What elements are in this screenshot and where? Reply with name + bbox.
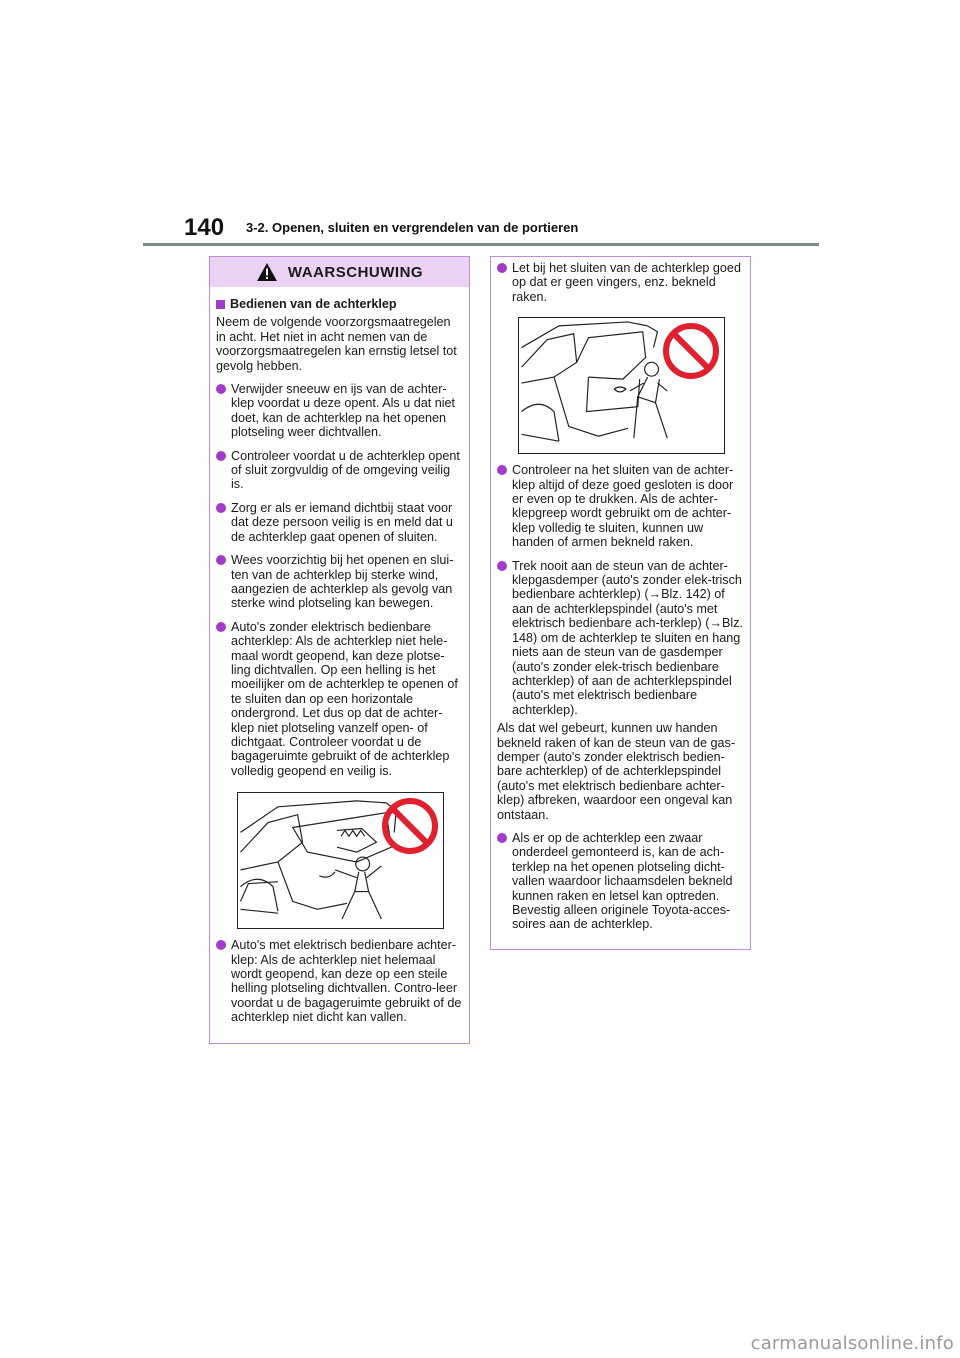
list-item xyxy=(216,449,463,492)
list-item xyxy=(216,382,463,440)
section-title: 3-2. Openen, sluiten en vergrendelen van de portieren xyxy=(246,220,579,235)
bullet-dot-icon xyxy=(497,833,507,843)
list-item xyxy=(216,938,463,1024)
warning-header xyxy=(210,257,469,287)
bullet-dot-icon xyxy=(216,622,226,632)
list-item-text: Wees voorzichtig bij het openen en slui-ten van de achterklep bij sterke wind, aangezien de achterklep als gevolg van sterke wind plotseling kan bewegen. xyxy=(231,553,454,611)
consequence-paragraph: Als dat wel gebeurt, kunnen uw handen bekneld raken of kan de steun van de gas-demper (auto's zonder elektrisch bedien-bare achterklep) of de achterklepspindel (auto's met elektrisch bedienbare achter-klep) afbreken, waardoor een ongeval kan ontstaan. xyxy=(497,721,736,822)
list-item xyxy=(216,620,463,778)
list-item xyxy=(497,463,744,549)
list-item xyxy=(497,831,744,932)
subheading-text: Bedienen van de achterklep xyxy=(230,297,397,311)
list-item-text: Controleer voordat u de achterklep opent of sluit zorgvuldig of de omgeving veilig is. xyxy=(231,448,460,492)
list-item-text: Als er op de achterklep een zwaar onderdeel gemonteerd is, kan de ach-terklep na het openen plotseling dicht-vallen waardoor lichaamsdelen bekneld kunnen raken en letsel kan optreden. Bevestig alleen originele Toyota-acces-soires aan de achterklep. xyxy=(512,830,733,932)
bullet-dot-icon xyxy=(216,503,226,513)
list-item-text: Zorg er als er iemand dichtbij staat voor dat deze persoon veilig is en meld dat u de achterklep gaat openen of sluiten. xyxy=(231,500,453,544)
bullet-dot-icon xyxy=(497,263,507,273)
bullet-dot-icon xyxy=(216,940,226,950)
list-item-text: Let bij het sluiten van de achterklep goed op dat er geen vingers, enz. bekneld raken. xyxy=(512,261,741,304)
list-item-text: Trek nooit aan de steun van de achter-klepgasdemper (auto's zonder elek-trisch bedienbare achterklep) (→Blz. 142) of aan de achterklepspindel (auto's met elektrisch bedienbare ach-terklep) (→Blz. 148) om de achterklep te sluiten en hang niets aan de steun van de gasdemper (auto's zonder elek-trisch bedienbare achterklep) of aan de achterklepspindel (auto's met elektrisch bedienbare achterklep). xyxy=(512,558,743,717)
bullet-dot-icon xyxy=(497,561,507,571)
list-item xyxy=(216,501,463,544)
list-item-text: Verwijder sneeuw en ijs van de achter-klep voordat u deze opent. Als u dat niet doet, kan de achterklep na het openen plotseling weer dichtvallen. xyxy=(231,382,456,440)
bullet-dot-icon xyxy=(216,451,226,461)
illustration-tailgate-falling xyxy=(237,792,444,929)
prohibited-icon xyxy=(381,797,439,855)
header-rule xyxy=(143,243,819,246)
page-number: 140 xyxy=(184,214,225,241)
list-item-text: Auto's met elektrisch bedienbare achter-klep: Als de achterklep niet helemaal wordt geopend, kan deze op een steile helling plotseling dichtvallen. Contro-leer voordat u de bagageruimte gebruikt of de achterklep niet dicht kan vallen. xyxy=(231,938,462,1025)
warning-triangle-icon xyxy=(256,262,278,282)
list-item-text: Auto's zonder elektrisch bedienbare achterklep: Als de achterklep niet hele-maal wordt geopend, kan deze plotse-ling dichtvallen. Op een helling is het moeilijker om de achterklep te openen of te sluiten dan op een horizontale ondergrond. Let dus op dat de achter-klep niet plotseling vanzelf open- of dichtgaat. Controleer voordat u de bagageruimte gebruikt of de achterklep volledig geopend en veilig is. xyxy=(231,619,458,778)
bullet-dot-icon xyxy=(216,384,226,394)
list-item xyxy=(497,559,744,717)
list-item xyxy=(216,553,463,611)
watermark: carmanualsonline.info xyxy=(750,1333,954,1354)
list-item xyxy=(497,261,744,304)
prohibited-icon xyxy=(662,322,720,380)
bullet-dot-icon xyxy=(216,555,226,565)
warning-content-left xyxy=(210,287,469,1025)
square-bullet-icon xyxy=(216,300,225,309)
warning-title: WAARSCHUWING xyxy=(287,263,424,281)
warning-box-right xyxy=(490,256,751,950)
subheading xyxy=(216,297,463,311)
bullet-dot-icon xyxy=(497,465,507,475)
intro-paragraph: Neem de volgende voorzorgsmaatregelen in acht. Het niet in acht nemen van de voorzorgsmaatregelen kan ernstig letsel tot gevolg hebben. xyxy=(216,315,457,373)
warning-box-left xyxy=(209,256,470,1044)
list-item-text: Controleer na het sluiten van de achter-klep altijd of deze goed gesloten is door er even op te drukken. Als de achter-klepgreep wordt gebruikt om de achter-klep volledig te sluiten, kunnen uw handen of armen bekneld raken. xyxy=(512,463,734,550)
illustration-fingers-trapped xyxy=(518,317,725,454)
warning-content-right xyxy=(491,257,750,932)
